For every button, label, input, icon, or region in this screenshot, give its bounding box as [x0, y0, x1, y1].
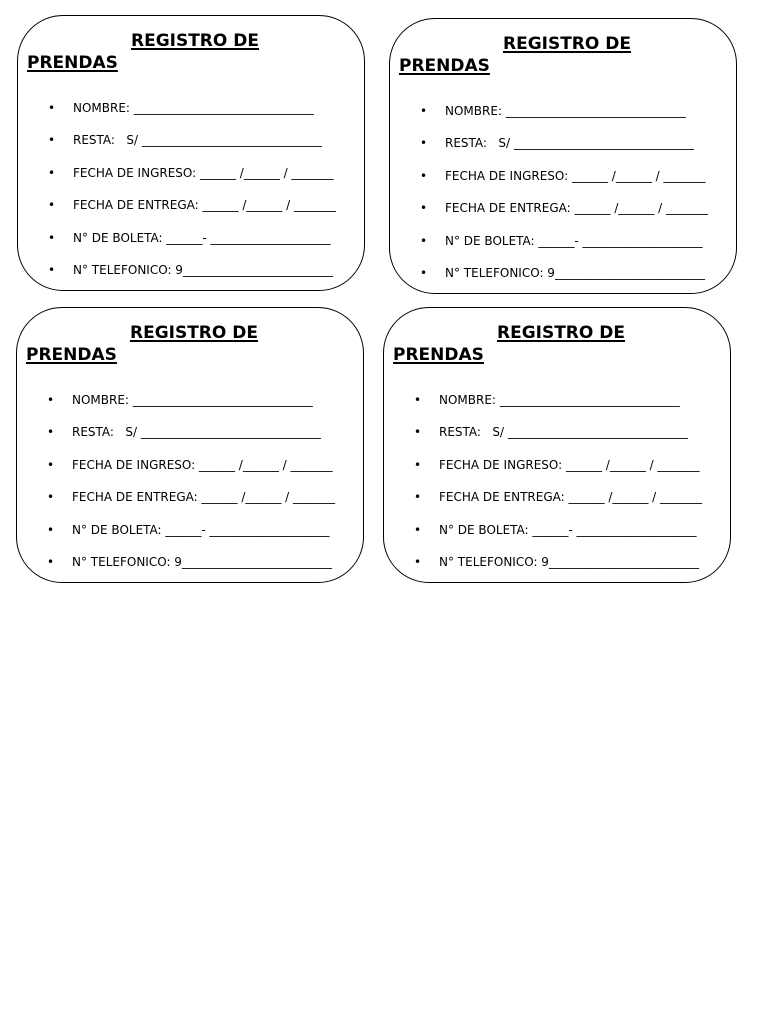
card-title: [399, 33, 729, 77]
field-label: N° DE BOLETA: ______- ____________________: [439, 522, 697, 537]
field-label: FECHA DE ENTREGA: ______ /______ / _______: [445, 201, 709, 216]
field-label: N° DE BOLETA: ______- ____________________: [72, 522, 330, 537]
field-label: RESTA: S/ ______________________________: [73, 133, 322, 148]
bullet-icon: •: [414, 457, 422, 472]
bullet-icon: •: [414, 522, 422, 537]
bullet-icon: •: [420, 265, 428, 280]
bullet-icon: •: [420, 104, 428, 118]
bullet-icon: •: [48, 230, 56, 245]
field-nombre[interactable]: [47, 392, 335, 424]
bullet-icon: •: [47, 393, 55, 407]
field-fecha-ingreso[interactable]: [47, 457, 335, 489]
field-label: RESTA: S/ ______________________________: [445, 136, 694, 151]
field-boleta[interactable]: [414, 522, 702, 554]
field-list: [47, 392, 335, 586]
field-label: RESTA: S/ ______________________________: [439, 425, 688, 440]
bullet-icon: •: [47, 425, 55, 440]
field-resta[interactable]: [48, 132, 336, 164]
field-label: FECHA DE INGRESO: ______ /______ / _______: [445, 168, 706, 183]
bullet-icon: •: [414, 490, 422, 505]
field-label: N° TELEFONICO: 9_________________________: [72, 554, 332, 569]
bullet-icon: •: [48, 101, 56, 115]
field-fecha-ingreso[interactable]: [48, 165, 336, 197]
bullet-icon: •: [48, 262, 56, 277]
field-nombre[interactable]: [48, 100, 336, 132]
field-label: N° TELEFONICO: 9_________________________: [73, 262, 333, 277]
field-label: RESTA: S/ ______________________________: [72, 425, 321, 440]
field-list: [420, 103, 708, 297]
field-label: FECHA DE ENTREGA: ______ /______ / _______: [439, 490, 703, 505]
field-label: N° DE BOLETA: ______- ____________________: [445, 233, 703, 248]
field-label: FECHA DE INGRESO: ______ /______ / _______: [72, 457, 333, 472]
field-label: N° TELEFONICO: 9_________________________: [445, 265, 705, 280]
bullet-icon: •: [420, 201, 428, 216]
card-title: [27, 30, 357, 74]
card-title-line1: REGISTRO DE: [496, 323, 625, 343]
bullet-icon: •: [420, 136, 428, 151]
field-label: NOMBRE: ______________________________: [73, 101, 314, 115]
registro-card-2: [389, 18, 737, 294]
bullet-icon: •: [47, 490, 55, 505]
field-nombre[interactable]: [420, 103, 708, 135]
card-title: [26, 322, 356, 366]
card-title-line2: PRENDAS: [399, 56, 490, 76]
registro-card-1: [17, 15, 365, 291]
registro-card-4: [383, 307, 731, 583]
bullet-icon: •: [414, 393, 422, 407]
field-telefono[interactable]: [48, 262, 336, 294]
field-label: N° TELEFONICO: 9_________________________: [439, 554, 699, 569]
field-label: N° DE BOLETA: ______- ____________________: [73, 230, 331, 245]
bullet-icon: •: [47, 522, 55, 537]
field-telefono[interactable]: [414, 554, 702, 586]
field-fecha-entrega[interactable]: [48, 197, 336, 229]
bullet-icon: •: [414, 554, 422, 569]
field-telefono[interactable]: [47, 554, 335, 586]
field-fecha-entrega[interactable]: [47, 489, 335, 521]
bullet-icon: •: [414, 425, 422, 440]
field-nombre[interactable]: [414, 392, 702, 424]
field-label: NOMBRE: ______________________________: [439, 393, 680, 407]
card-title-line2: PRENDAS: [26, 345, 117, 365]
bullet-icon: •: [48, 198, 56, 213]
card-title-line2: PRENDAS: [393, 345, 484, 365]
card-title-line1: REGISTRO DE: [130, 31, 259, 51]
card-title: [393, 322, 723, 366]
field-boleta[interactable]: [47, 522, 335, 554]
field-label: NOMBRE: ______________________________: [445, 104, 686, 118]
registro-card-3: [16, 307, 364, 583]
field-label: FECHA DE ENTREGA: ______ /______ / _______: [73, 198, 337, 213]
bullet-icon: •: [47, 457, 55, 472]
field-fecha-ingreso[interactable]: [414, 457, 702, 489]
field-fecha-entrega[interactable]: [414, 489, 702, 521]
field-list: [414, 392, 702, 586]
field-label: FECHA DE INGRESO: ______ /______ / _______: [439, 457, 700, 472]
card-title-line1: REGISTRO DE: [502, 34, 631, 54]
bullet-icon: •: [48, 133, 56, 148]
bullet-icon: •: [420, 233, 428, 248]
field-label: FECHA DE INGRESO: ______ /______ / _______: [73, 165, 334, 180]
field-boleta[interactable]: [420, 233, 708, 265]
bullet-icon: •: [47, 554, 55, 569]
bullet-icon: •: [420, 168, 428, 183]
bullet-icon: •: [48, 165, 56, 180]
field-fecha-entrega[interactable]: [420, 200, 708, 232]
card-title-line2: PRENDAS: [27, 53, 118, 73]
field-resta[interactable]: [420, 135, 708, 167]
field-boleta[interactable]: [48, 230, 336, 262]
field-label: FECHA DE ENTREGA: ______ /______ / _______: [72, 490, 336, 505]
field-fecha-ingreso[interactable]: [420, 168, 708, 200]
field-resta[interactable]: [414, 424, 702, 456]
field-label: NOMBRE: ______________________________: [72, 393, 313, 407]
field-resta[interactable]: [47, 424, 335, 456]
field-telefono[interactable]: [420, 265, 708, 297]
field-list: [48, 100, 336, 294]
card-title-line1: REGISTRO DE: [129, 323, 258, 343]
